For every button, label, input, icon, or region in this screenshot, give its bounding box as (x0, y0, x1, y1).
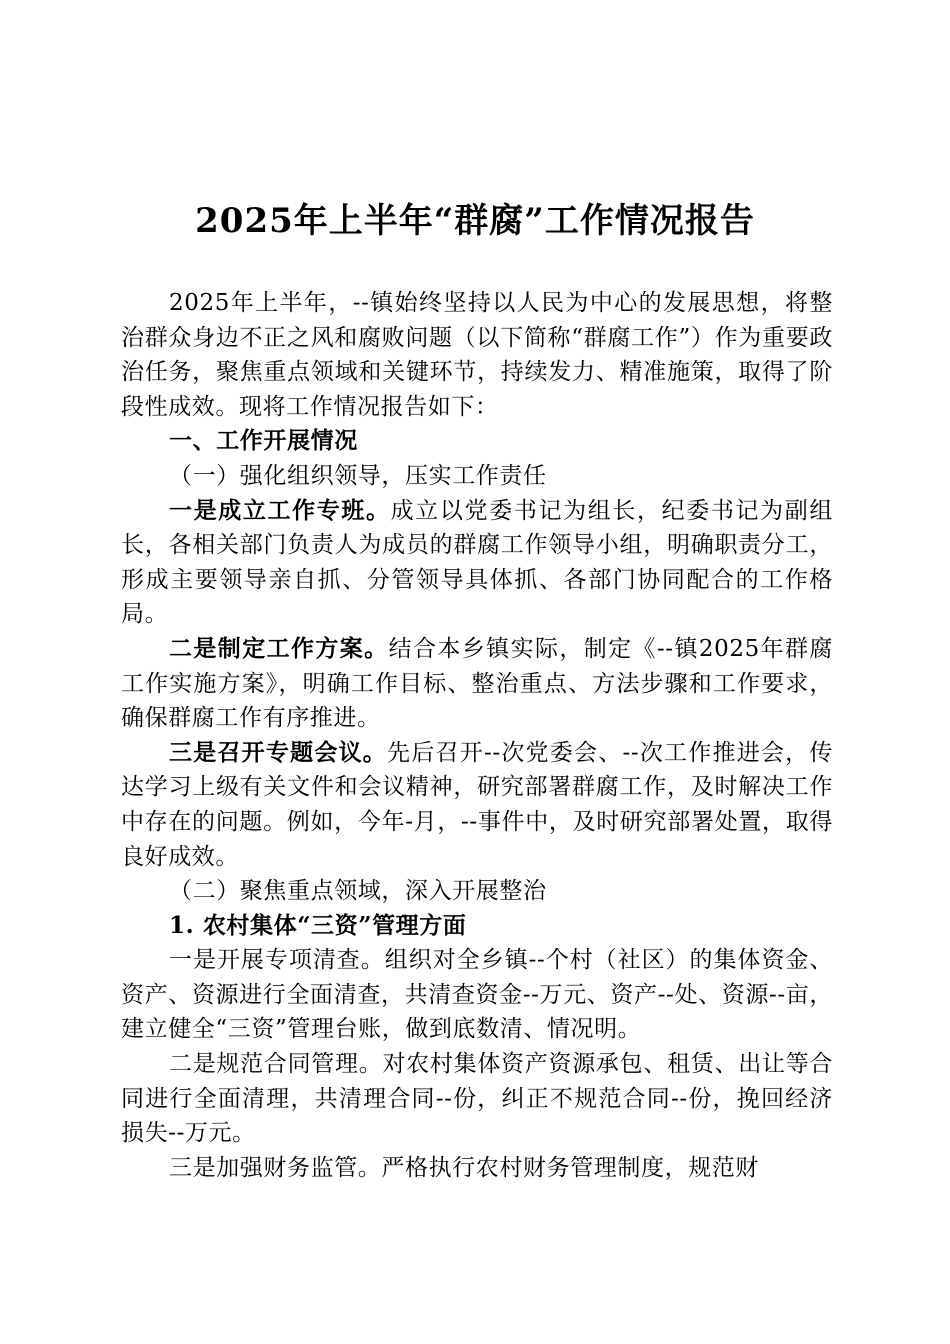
intro-paragraph: 2025年上半年，--镇始终坚持以人民为中心的发展思想，将整治群众身边不正之风和腐败问题（以下简称“群腐工作”）作为重要政治任务，聚焦重点领域和关键环节，持续发力、精准施策，取得了阶段性成效。现将工作情况报告如下： (121, 290, 833, 420)
section-heading-1: 一、工作开展情况 (169, 428, 358, 455)
item-lead-1: 一是成立工作专班。 (169, 496, 391, 524)
item-paragraph-2 (121, 632, 833, 736)
point-heading-1: 1. 农村集体“三资”管理方面 (169, 911, 467, 939)
item-lead-3: 三是召开专题会议。 (169, 738, 388, 766)
paragraph-c: 三是加强财务监管。严格执行农村财务管理制度，规范财 (169, 1154, 759, 1181)
document-title: 2025年上半年“群腐”工作情况报告 (195, 201, 755, 241)
item-text-1: 成立以党委书记为组长，纪委书记为副组长，各相关部门负责人为成员的群腐工作领导小组，明确职责分工，形成主要领导亲自抓、分管领导具体抓、各部门协同配合的工作格局。 (121, 497, 833, 628)
item-lead-2: 二是制定工作方案。 (169, 634, 389, 662)
item-paragraph-3 (121, 736, 833, 874)
subsection-heading-1: （一）强化组织领导，压实工作责任 (169, 462, 547, 489)
paragraph-a: 一是开展专项清查。组织对全乡镇--个村（社区）的集体资金、资产、资源进行全面清查，共清查资金--万元、资产--处、资源--亩，建立健全“三资”管理台账，做到底数清、情况明。 (121, 947, 833, 1043)
item-text-2: 结合本乡镇实际，制定《--镇2025年群腐工作实施方案》，明确工作目标、整治重点、方法步骤和工作要求，确保群腐工作有序推进。 (121, 635, 833, 732)
item-text-3: 先后召开--次党委会、--次工作推进会，传达学习上级有关文件和会议精神，研究部署群腐工作，及时解决工作中存在的问题。例如，今年-月，--事件中，及时研究部署处置，取得良好成效。 (121, 739, 834, 870)
subsection-heading-2: （二）聚焦重点领域，深入开展整治 (169, 878, 547, 905)
paragraph-b: 二是规范合同管理。对农村集体资产资源承包、租赁、出让等合同进行全面清理，共清理合同--份，纠正不规范合同--份，挽回经济损失--万元。 (121, 1051, 833, 1147)
document-body (121, 286, 833, 1185)
item-paragraph-1 (121, 494, 833, 632)
